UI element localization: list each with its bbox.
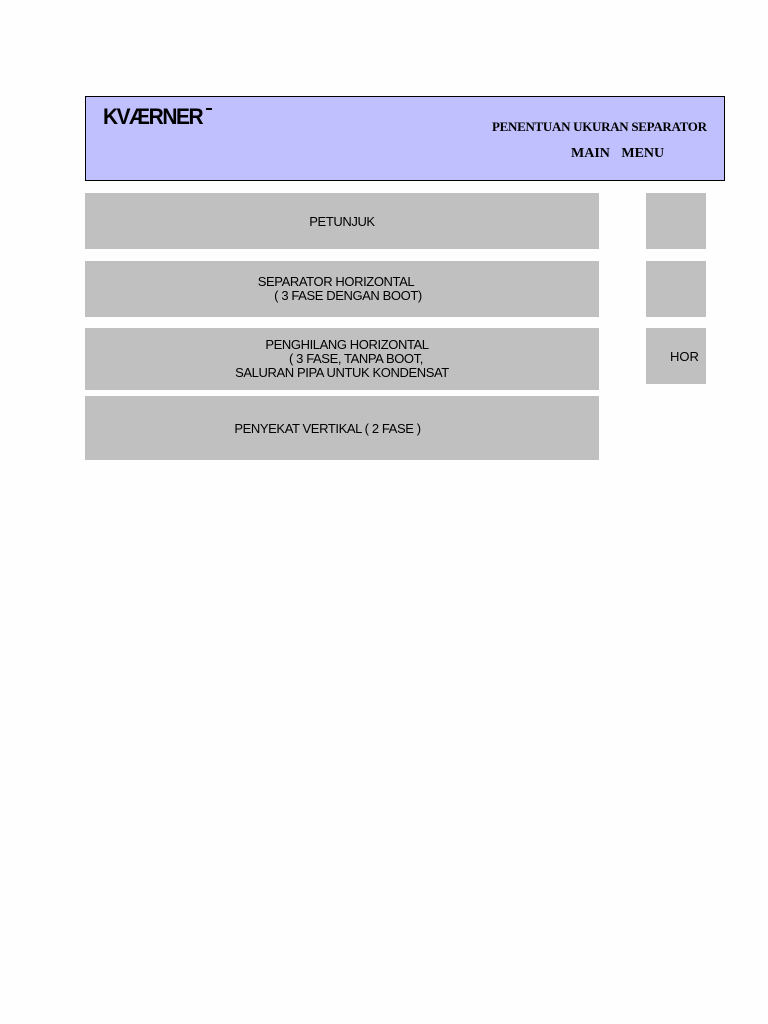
header-banner (85, 96, 725, 181)
penghilang-horizontal-label-line2: ( 3 FASE, TANPA BOOT, (289, 351, 423, 366)
side-menu-button-2[interactable] (646, 261, 706, 317)
penghilang-horizontal-label-line3: SALURAN PIPA UNTUK KONDENSAT (235, 365, 449, 380)
petunjuk-button[interactable] (85, 193, 599, 249)
page-subtitle: MAIN MENU (571, 146, 665, 161)
side-menu-button-3[interactable] (646, 328, 706, 384)
penghilang-horizontal-button[interactable] (85, 328, 599, 390)
separator-horizontal-label-line1: SEPARATOR HORIZONTAL (257, 274, 415, 289)
penyekat-vertikal-label: PENYEKAT VERTIKAL ( 2 FASE ) (234, 420, 421, 436)
trademark-mark (206, 108, 212, 110)
side-menu-button-3-label: HOR (670, 349, 699, 364)
penghilang-horizontal-label-line1: PENGHILANG HORIZONTAL (265, 337, 429, 352)
page-title: PENENTUAN UKURAN SEPARATOR (492, 119, 707, 134)
side-menu-button-1[interactable] (646, 193, 706, 249)
separator-horizontal-label-line2: ( 3 FASE DENGAN BOOT) (274, 288, 422, 303)
petunjuk-button-label: PETUNJUK (309, 213, 375, 229)
penyekat-vertikal-button[interactable] (85, 396, 599, 460)
separator-horizontal-button[interactable] (85, 261, 599, 317)
kvaerner-logo: KVÆRNER (103, 104, 203, 129)
